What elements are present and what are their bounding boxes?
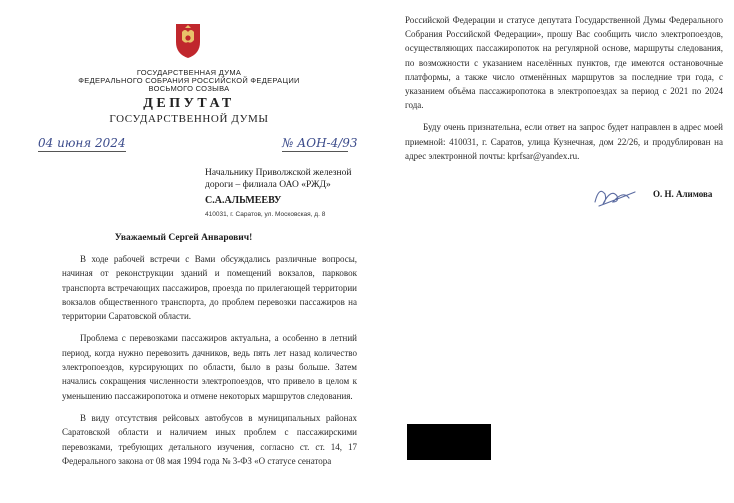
handwritten-signature-icon <box>589 180 639 210</box>
letterhead-line-3: ВОСЬМОГО СОЗЫВА <box>148 84 230 93</box>
continuation-paragraph-1: Российской Федерации и статусе депутата Государственной Думы Федерального Собрания Российской Федерации», прошу Вас сообщить число электропоездов, осуществляющих пассажиропоток на регулярной основе, маршруты следования, по возможности с указанием населённых пунктов, где имеются остановочные платформы, а также число отменённых маршрутов за последние три года, с указанием объёма пассажиропотока в электропоездах за период с 2021 по 2024 года. <box>405 15 723 111</box>
letter-body <box>62 252 357 468</box>
signer-name: О. Н. Алимова <box>653 189 713 199</box>
registration-number: № АОН-4/93 <box>282 136 358 150</box>
letter-date: 04 июня 2024 <box>38 136 126 150</box>
coat-of-arms-icon <box>172 20 204 60</box>
continuation-paragraph-2: Буду очень признательна, если ответ на запрос будет направлен в адрес моей приемной: 410031, г. Саратов, улица Кузнечная, дом 22/26, и продублирован на адрес электронной почты: kprfsar@yandex.ru. <box>405 122 723 161</box>
body-paragraph-3: В виду отсутствия рейсовых автобусов в муниципальных районах Саратовской области и наличием иных проблем с пассажирскими перевозками, требующих детального изучения, согласно ст. ст. 14, 17 Федерального закона от 08 мая 1994 года № 3-ФЗ «О статусе сенатора <box>62 412 357 466</box>
body-paragraph-1: В ходе рабочей встречи с Вами обсуждались различные вопросы, начиная от реконструкции зданий и помещений вокзалов, парковок транспорта встречающих пассажиров, проезда по прилегающей территории вокзалов общественного транспорта, до проблем перевозки пассажиров на территории Саратовской области. <box>62 254 357 322</box>
body-paragraph-2: Проблема с перевозками пассажиров актуальна, а особенно в летний период, когда нужно перевозить дачников, ведь пять лет назад количество электропоездов, курсирующих по области, было в разы больше. Затем начались сокращения численности электропоездов, что привело в целом к уменьшению пассажиропотока и отмене некоторых маршрутов следования. <box>62 333 357 401</box>
letterhead-title: ДЕПУТАТ <box>143 96 235 111</box>
continuation-text <box>405 13 723 163</box>
addressee-position: Начальнику Приволжской железной дороги – филиала ОАО «РЖД» <box>205 168 352 190</box>
letterhead-subtitle: ГОСУДАРСТВЕННОЙ ДУМЫ <box>109 113 269 125</box>
date-underline <box>38 151 126 152</box>
letterhead-line-1: ГОСУДАРСТВЕННАЯ ДУМА <box>136 68 242 77</box>
letterhead-line-2: ФЕДЕРАЛЬНОГО СОБРАНИЯ РОССИЙСКОЙ ФЕДЕРАЦИИ <box>78 76 300 85</box>
addressee-name: С.А.АЛЬМЕЕВУ <box>205 195 282 206</box>
addressee-address: 410031, г. Саратов, ул. Московская, д. 8 <box>205 211 326 218</box>
redaction-block <box>407 424 491 460</box>
reg-underline <box>282 151 348 152</box>
salutation: Уважаемый Сергей Анварович! <box>114 233 253 243</box>
